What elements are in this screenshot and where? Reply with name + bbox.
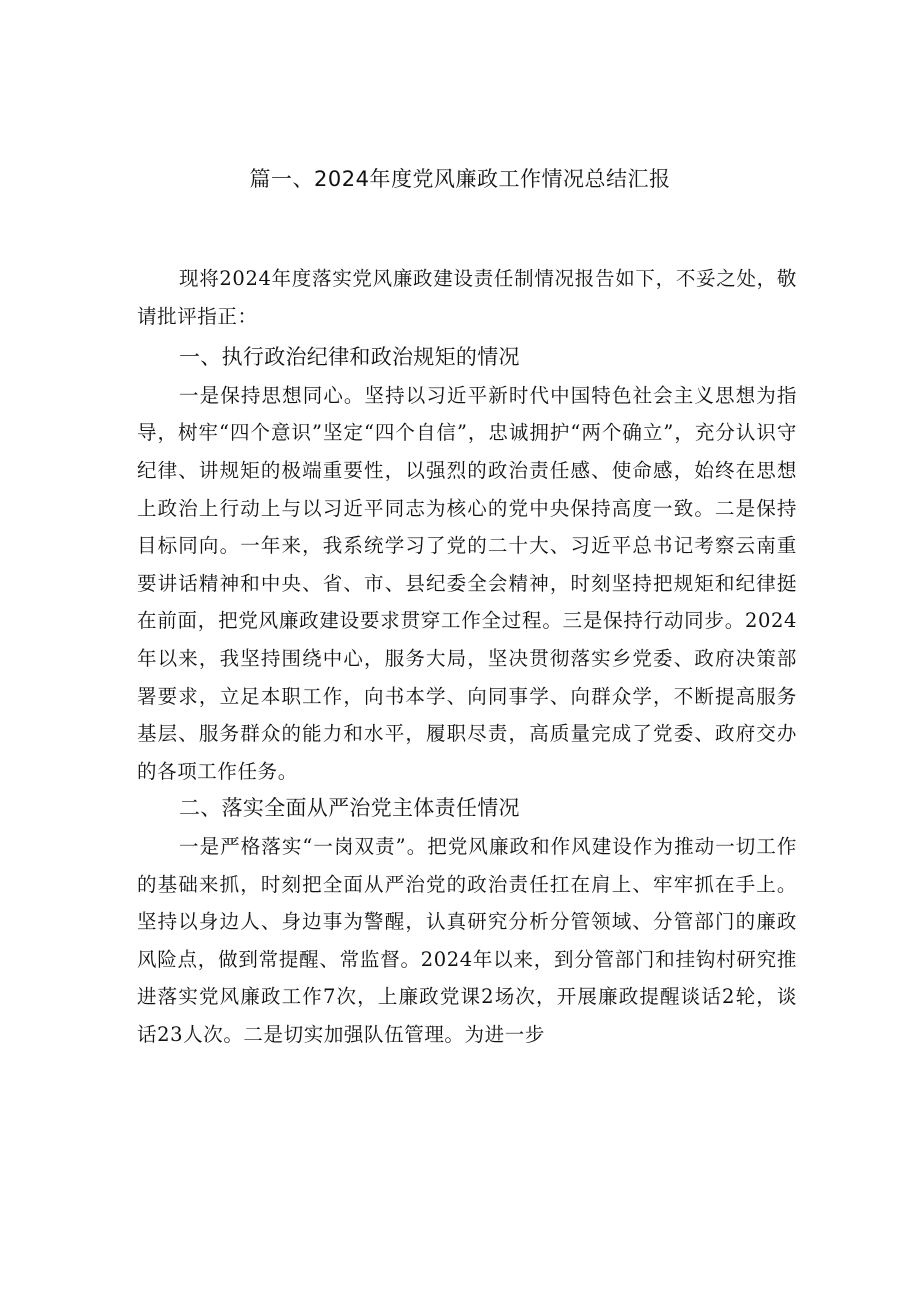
section-paragraph-2: 一是严格落实“一岗双责”。把党风廉政和作风建设作为推动一切工作的基础来抓，时刻把全面从严治党的政治责任扛在肩上、牢牢抓在手上。坚持以身边人、身边事为警醒，认真研究分析分管领域、分管部门的廉政风险点，做到常提醒、常监督。2024年以来，到分管部门和挂钩村研究推进落实党风廉政工作7次，上廉政党课2场次，开展廉政提醒谈话2轮，谈话23人次。二是切实加强队伍管理。为进一步 (137, 834, 797, 1046)
intro-paragraph: 现将2024年度落实党风廉政建设责任制情况报告如下，不妥之处，敬请批评指正： (137, 267, 797, 328)
document-body (137, 260, 797, 1053)
section-paragraph-1: 一是保持思想同心。坚持以习近平新时代中国特色社会主义思想为指导，树牢“四个意识”坚定“四个自信”，忠诚拥护“两个确立”，充分认识守纪律、讲规矩的极端重要性，以强烈的政治责任感、使命感，始终在思想上政治上行动上与以习近平同志为核心的党中央保持高度一致。二是保持目标同向。一年来，我系统学习了党的二十大、习近平总书记考察云南重要讲话精神和中央、省、市、县纪委全会精神，时刻坚持把规矩和纪律挺在前面，把党风廉政建设要求贯穿工作全过程。三是保持行动同步。2024年以来，我坚持围绕中心，服务大局，坚决贯彻落实乡党委、政府决策部署要求，立足本职工作，向书本学、向同事学、向群众学，不断提高服务基层、服务群众的能力和水平，履职尽责，高质量完成了党委、政府交办的各项工作任务。 (137, 383, 797, 783)
document-title: 篇一、2024年度党风廉政工作情况总结汇报 (249, 167, 671, 191)
section-heading-2: 二、落实全面从严治党主体责任情况 (179, 796, 520, 821)
section-heading-1: 一、执行政治纪律和政治规矩的情况 (179, 345, 520, 370)
